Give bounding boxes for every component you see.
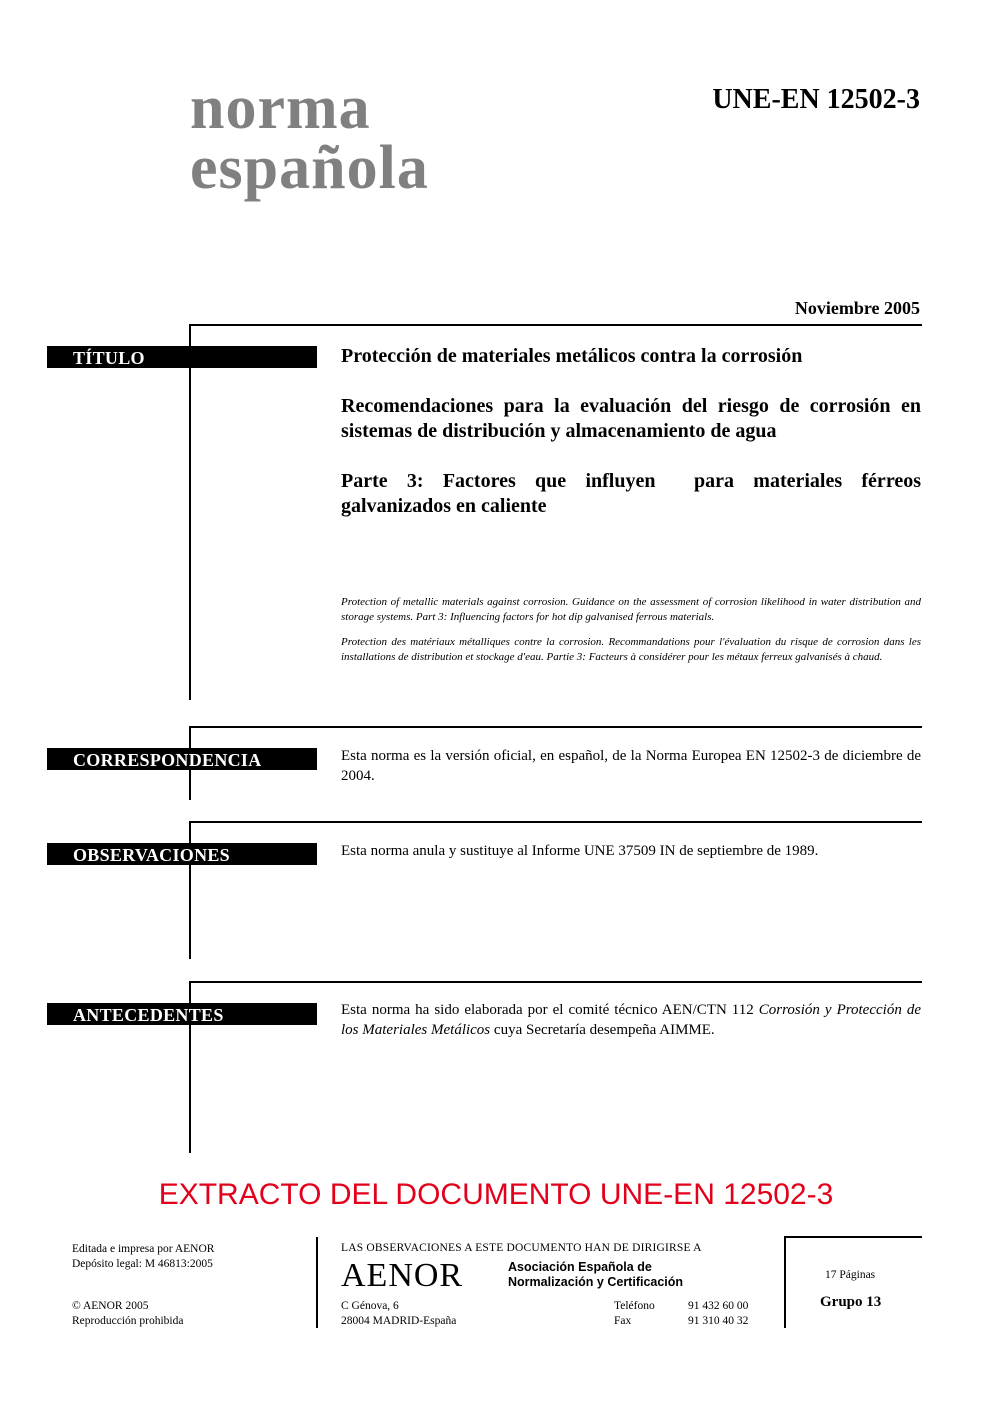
aenor-full-name bbox=[508, 1260, 683, 1290]
footer-tel-label: Teléfono bbox=[614, 1300, 655, 1312]
section-divider-antecedentes bbox=[190, 981, 922, 983]
label-antecedentes: ANTECEDENTES bbox=[47, 1003, 317, 1025]
aenor-sub-line-1: Asociación Española de bbox=[508, 1260, 652, 1274]
footer-edited: Editada e impresa por AENOR bbox=[72, 1243, 215, 1255]
section-divider-titulo bbox=[190, 324, 922, 326]
aenor-logo-text: AENOR bbox=[341, 1257, 464, 1294]
aenor-sub-line-2: Normalización y Certificación bbox=[508, 1275, 684, 1289]
extract-notice: EXTRACTO DEL DOCUMENTO UNE-EN 12502-3 bbox=[158, 1178, 834, 1211]
footer-deposito: Depósito legal: M 46813:2005 bbox=[72, 1258, 213, 1270]
footer-reproduccion: Reproducción prohibida bbox=[72, 1315, 184, 1327]
footer-fax-label: Fax bbox=[614, 1315, 632, 1327]
committee-name: Corrosión y Protección de los Materiales Metálicos bbox=[341, 1002, 921, 1038]
footer-address-city: 28004 MADRID-España bbox=[341, 1315, 457, 1327]
section-divider-correspondencia bbox=[190, 726, 922, 728]
antecedentes-text-start: Esta norma ha sido elaborada por el comité técnico AEN/CTN 112 bbox=[341, 1002, 759, 1018]
footer-grupo: Grupo 13 bbox=[820, 1294, 882, 1310]
antecedentes-text-end: cuya Secretaría desempeña AIMME. bbox=[490, 1022, 715, 1038]
title-french: Protection des matériaux métalliques contre la corrosion. Recommandations pour l'évaluation du risque de corrosion dans les installations de distribution et stockage d'eau. Partie 3: Facteurs à considérer pour les métaux ferreux galvanisés à chaud. bbox=[341, 636, 921, 663]
label-correspondencia: CORRESPONDENCIA bbox=[47, 748, 317, 770]
section-divider-observaciones bbox=[190, 821, 922, 823]
alternate-titles bbox=[341, 595, 921, 665]
title-main: Protección de materiales metálicos contra la corrosión bbox=[341, 345, 803, 367]
footer-observaciones-header: LAS OBSERVACIONES A ESTE DOCUMENTO HAN DE DIRIGIRSE A bbox=[341, 1242, 702, 1254]
label-observaciones: OBSERVACIONES bbox=[47, 843, 317, 865]
label-titulo: TÍTULO bbox=[47, 346, 317, 368]
correspondencia-text: Esta norma es la versión oficial, en español, de la Norma Europea EN 12502-3 de diciembre de 2004. bbox=[341, 748, 921, 784]
footer-fax-value: 91 310 40 32 bbox=[688, 1315, 749, 1327]
brand-line-2: española bbox=[190, 134, 429, 202]
footer-box-top-rule bbox=[785, 1236, 922, 1238]
brand-line-1: norma bbox=[190, 74, 371, 142]
footer-copyright: © AENOR 2005 bbox=[72, 1300, 149, 1312]
vertical-rule-observaciones bbox=[189, 821, 191, 959]
footer-address-street: C Génova, 6 bbox=[341, 1300, 399, 1312]
title-block bbox=[341, 344, 926, 519]
observaciones-text: Esta norma anula y sustituye al Informe UNE 37509 IN de septiembre de 1989. bbox=[341, 843, 819, 859]
title-secondary: Recomendaciones para la evaluación del riesgo de corrosión en sistemas de distribución y almacenamiento de agua bbox=[341, 395, 921, 442]
antecedentes-text bbox=[341, 1000, 921, 1040]
document-code: UNE-EN 12502-3 bbox=[712, 84, 920, 115]
document-date: Noviembre 2005 bbox=[794, 298, 920, 318]
title-part: Parte 3: Factores que influyen para materiales férreos galvanizados en caliente bbox=[341, 470, 926, 517]
footer-divider-left bbox=[316, 1237, 318, 1328]
title-english: Protection of metallic materials against corrosion. Guidance on the assessment of corrosion likelihood in water distribution and storage systems. Part 3: Influencing factors for hot dip galvanised ferrous materials. bbox=[341, 596, 921, 623]
vertical-rule-titulo bbox=[189, 324, 191, 700]
brand-title bbox=[190, 74, 429, 202]
footer-tel-value: 91 432 60 00 bbox=[688, 1300, 749, 1312]
footer-pages: 17 Páginas bbox=[825, 1269, 876, 1281]
footer-divider-right bbox=[784, 1236, 786, 1328]
